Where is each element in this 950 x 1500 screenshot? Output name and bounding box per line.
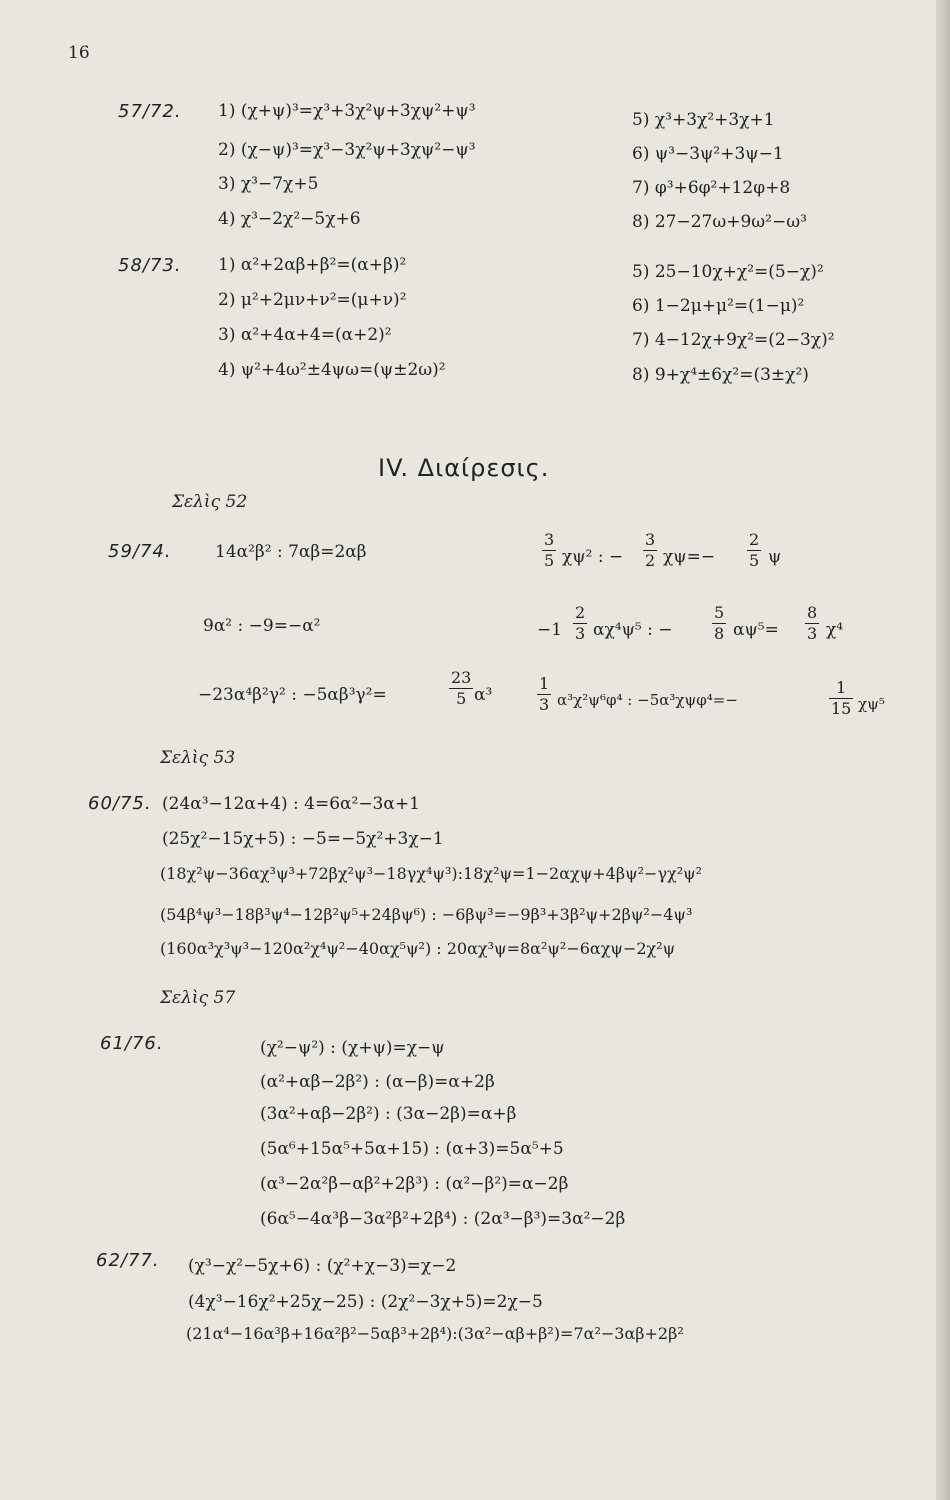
s59-r3-frac2: $\frac{1}{15}$ bbox=[831, 678, 852, 718]
s59-left-3a: −23α⁴β²γ² : −5αβ³γ²= bbox=[198, 685, 387, 705]
s59-r2-text1: αχ⁴ψ⁵ : − bbox=[593, 620, 673, 640]
s58-left-2: 2) μ²+2μν+ν²=(μ+ν)² bbox=[218, 290, 407, 310]
page-edge-shadow bbox=[936, 0, 950, 1500]
s57-left-3: 3) χ³−7χ+5 bbox=[218, 174, 319, 194]
s61-line-6: (6α⁵−4α³β−3α²β²+2β⁴) : (2α³−β³)=3α²−2β bbox=[260, 1209, 626, 1229]
s57-left-2: 2) (χ−ψ)³=χ³−3χ²ψ+3χψ²−ψ³ bbox=[218, 140, 476, 160]
s59-r2-frac1: $\frac{2}{3}$ bbox=[575, 603, 586, 643]
s59-r2-text0: −1 bbox=[537, 620, 563, 640]
s57-left-1: 1) (χ+ψ)³=χ³+3χ²ψ+3χψ²+ψ³ bbox=[218, 101, 476, 121]
exercise-label-62: 62/77. bbox=[96, 1250, 160, 1271]
s59-left-2: 9α² : −9=−α² bbox=[203, 616, 321, 636]
exercise-label-57: 57/72. bbox=[118, 101, 182, 122]
s59-r1-text1: χψ² : − bbox=[562, 547, 624, 567]
s59-left-3-frac: $\frac{23}{5}$ bbox=[451, 668, 472, 708]
exercise-label-58: 58/73. bbox=[118, 255, 182, 276]
s58-left-1: 1) α²+2αβ+β²=(α+β)² bbox=[218, 255, 407, 275]
s58-right-7: 7) 4−12χ+9χ²=(2−3χ)² bbox=[632, 330, 835, 350]
exercise-label-60: 60/75. bbox=[88, 793, 152, 814]
s62-line-1: (χ³−χ²−5χ+6) : (χ²+χ−3)=χ−2 bbox=[188, 1256, 457, 1276]
section-heading: IV. Διαίρεσις. bbox=[378, 454, 550, 482]
s59-r1-text2: χψ=− bbox=[663, 547, 716, 567]
s60-line-2: (25χ²−15χ+5) : −5=−5χ²+3χ−1 bbox=[162, 829, 444, 849]
s61-line-3: (3α²+αβ−2β²) : (3α−2β)=α+β bbox=[260, 1104, 517, 1124]
s59-r1-frac3: $\frac{2}{5}$ bbox=[749, 530, 760, 570]
s58-right-8: 8) 9+χ⁴±6χ²=(3±χ²) bbox=[632, 365, 809, 385]
s57-right-8: 8) 27−27ω+9ω²−ω³ bbox=[632, 212, 807, 232]
s58-right-5: 5) 25−10χ+χ²=(5−χ)² bbox=[632, 262, 824, 282]
s59-left-1: 14α²β² : 7αβ=2αβ bbox=[215, 542, 367, 562]
s58-right-6: 6) 1−2μ+μ²=(1−μ)² bbox=[632, 296, 805, 316]
s60-line-3: (18χ²ψ−36αχ³ψ³+72βχ²ψ³−18γχ⁴ψ³):18χ²ψ=1−2αχψ+4βψ²−γχ²ψ² bbox=[160, 864, 703, 883]
s57-right-7: 7) φ³+6φ²+12φ+8 bbox=[632, 178, 791, 198]
s57-right-6: 6) ψ³−3ψ²+3ψ−1 bbox=[632, 144, 784, 164]
s61-line-2: (α²+αβ−2β²) : (α−β)=α+2β bbox=[260, 1072, 495, 1092]
s59-r3-text1: α³χ²ψ⁶φ⁴ : −5α³χψφ⁴=− bbox=[557, 691, 738, 709]
s58-left-3: 3) α²+4α+4=(α+2)² bbox=[218, 325, 392, 345]
s62-line-3: (21α⁴−16α³β+16α²β²−5αβ³+2β⁴):(3α²−αβ+β²)=7α²−3αβ+2β² bbox=[186, 1324, 684, 1343]
s59-r1-text3: ψ bbox=[768, 547, 782, 567]
s62-line-2: (4χ³−16χ²+25χ−25) : (2χ²−3χ+5)=2χ−5 bbox=[188, 1292, 543, 1312]
s59-r3-text2: χψ⁵ bbox=[858, 695, 885, 713]
s57-left-4: 4) χ³−2χ²−5χ+6 bbox=[218, 209, 361, 229]
s59-r1-frac1: $\frac{3}{5}$ bbox=[544, 530, 555, 570]
s59-left-3b: α³ bbox=[474, 685, 493, 705]
s61-line-4: (5α⁶+15α⁵+5α+15) : (α+3)=5α⁵+5 bbox=[260, 1139, 564, 1159]
page-ref-57: Σελὶς 57 bbox=[160, 988, 236, 1008]
s60-line-1: (24α³−12α+4) : 4=6α²−3α+1 bbox=[162, 794, 420, 814]
page-ref-53: Σελὶς 53 bbox=[160, 748, 236, 768]
s59-r1-frac2: $\frac{3}{2}$ bbox=[645, 530, 656, 570]
s60-line-5: (160α³χ³ψ³−120α²χ⁴ψ²−40αχ⁵ψ²) : 20αχ³ψ=8α²ψ²−6αχψ−2χ²ψ bbox=[160, 939, 676, 958]
s59-r2-text3: χ⁴ bbox=[826, 620, 844, 640]
s59-r2-text2: αψ⁵= bbox=[733, 620, 779, 640]
s60-line-4: (54β⁴ψ³−18β³ψ⁴−12β²ψ⁵+24βψ⁶) : −6βψ³=−9β³+3β²ψ+2βψ²−4ψ³ bbox=[160, 905, 693, 924]
s59-r3-frac1: $\frac{1}{3}$ bbox=[539, 674, 550, 714]
s58-left-4: 4) ψ²+4ω²±4ψω=(ψ±2ω)² bbox=[218, 360, 446, 380]
exercise-label-61: 61/76. bbox=[100, 1033, 164, 1054]
s57-right-5: 5) χ³+3χ²+3χ+1 bbox=[632, 110, 775, 130]
s59-r2-frac3: $\frac{8}{3}$ bbox=[807, 603, 818, 643]
s59-r2-frac2: $\frac{5}{8}$ bbox=[714, 603, 725, 643]
s61-line-5: (α³−2α²β−αβ²+2β³) : (α²−β²)=α−2β bbox=[260, 1174, 569, 1194]
exercise-label-59: 59/74. bbox=[108, 541, 172, 562]
page-number: 16 bbox=[68, 43, 90, 63]
page-ref-52: Σελὶς 52 bbox=[172, 492, 248, 512]
s61-line-1: (χ²−ψ²) : (χ+ψ)=χ−ψ bbox=[260, 1038, 445, 1058]
